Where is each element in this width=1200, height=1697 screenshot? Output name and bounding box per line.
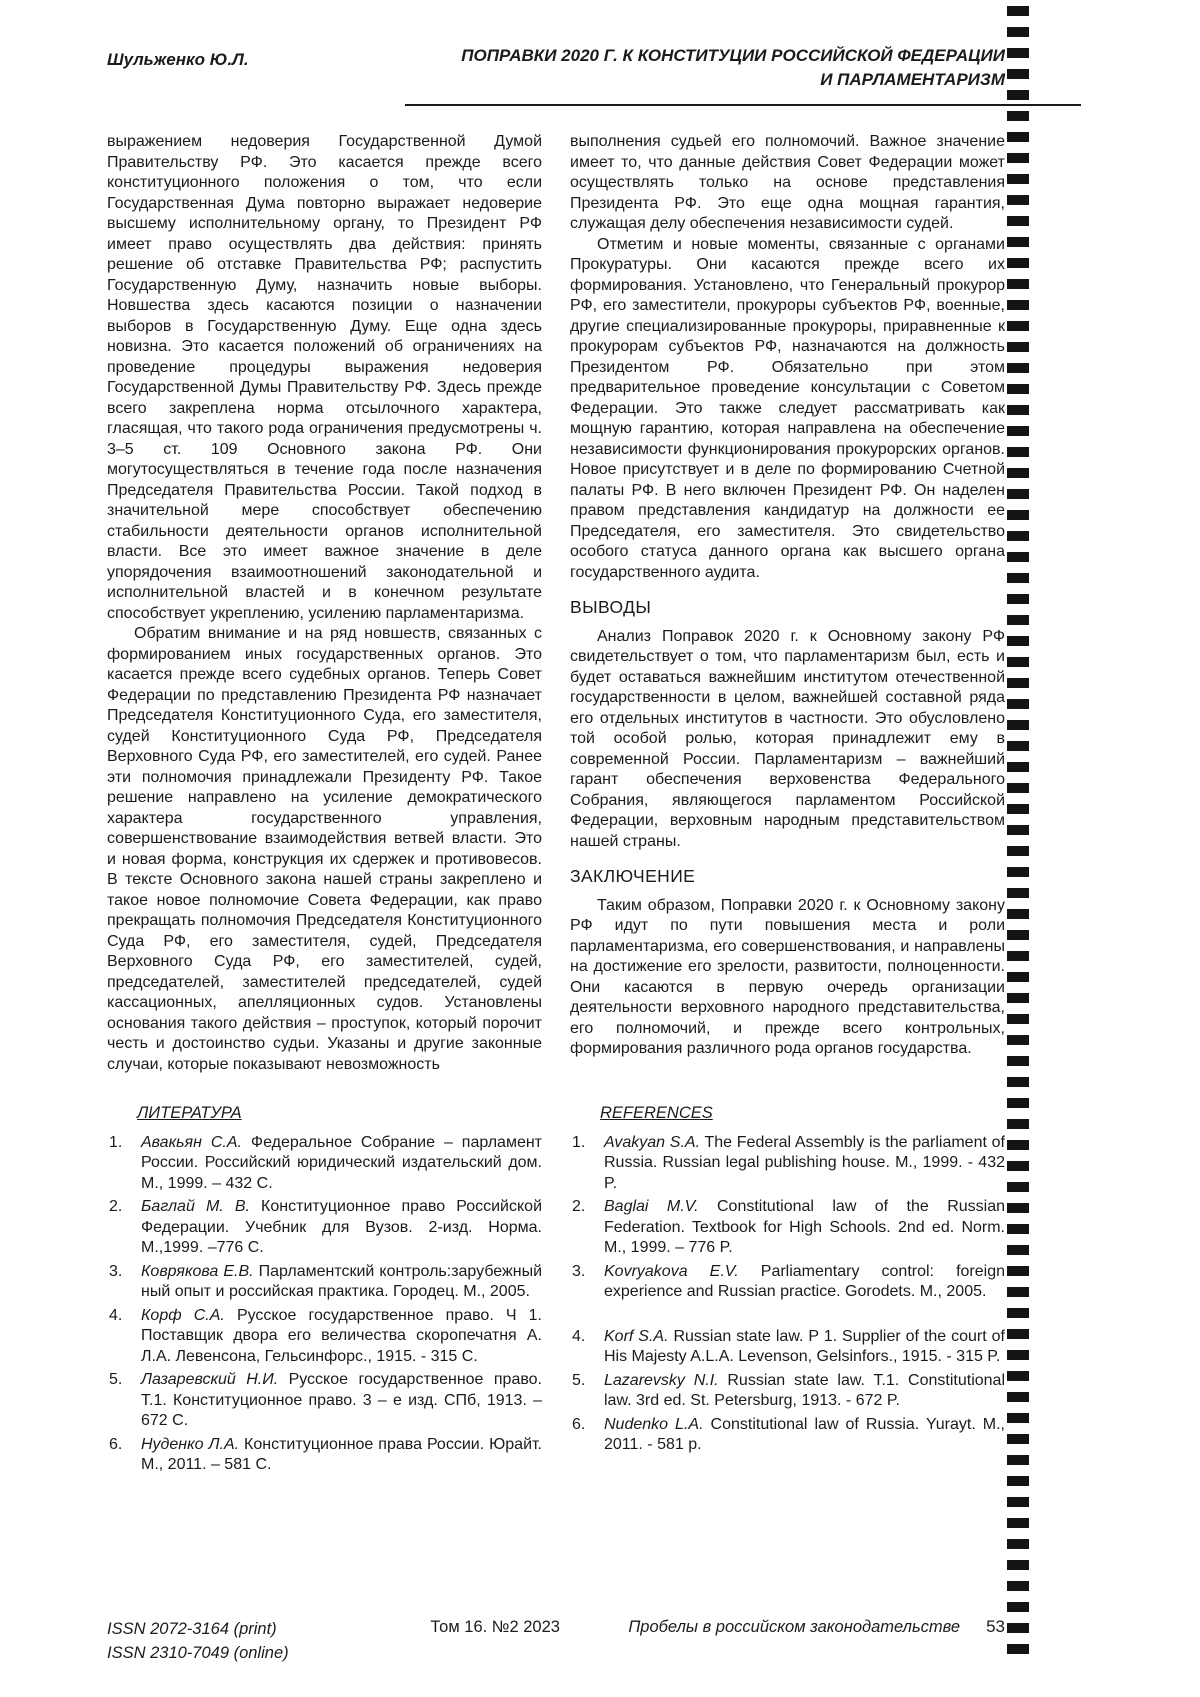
reference-item [570,1262,1005,1303]
item-text: Конституционное право Российской Федерации. Учебник для Вузов. 2-изд. Норма. М.,1999. –776 С. [141,1198,543,1256]
item-author: Kovryakova E.V. [604,1262,739,1280]
item-number: 3. [572,1262,586,1280]
reference-item [570,1133,1005,1195]
right-paragraph-2: Отметим и новые моменты, связанные с органами Прокуратуры. Они касаются прежде всего их формирования. Установлено, что Генеральный прокурор РФ, его заместители, прокуроры субъектов РФ, военные, другие специализированные прокуроры, приравненные к прокурорам субъектов РФ, назначаются на должность Президентом РФ. Обязательно при этом предварительное проведение консультации с Советом Федерации. Это также следует рассматривать как мощную гарантию, которая направлена на обеспечение независимости функционирования прокурорских органов. Новое присутствует и в деле по формированию Счетной палаты РФ. В него включен Президент РФ. Он наделен правом представления кандидатур на должности ее Председателя, его заместителя. Это свидетельство особого статуса данного органа как высшего органа государственного аудита. [570,235,1005,581]
literature-column [107,1103,542,1479]
final-conclusion-heading: ЗАКЛЮЧЕНИЕ [570,866,696,886]
conclusions-paragraph: Анализ Поправок 2020 г. к Основному закону РФ свидетельствует о том, что парламентаризм был, есть и будет оставаться важнейшим институтом отечественной государственности в целом, важнейшей составной ряда его отдельных институтов в частности. Это обусловлено той особой ролью, которая принадлежит ему в современной России. Парламентаризм – важнейший гарант обеспечения верховенства Федерального Собрания, являющегося парламентом Российской Федерации, верховным народным представительством нашей страны. [570,627,1005,850]
item-text: Russian state law. P 1. Supplier of the court of His Majesty A.L.A. Levenson, Gelsinfors., 1915. - 315 P. [604,1327,1005,1365]
item-text: Русское государственное право. Т.1. Конституционное право. 3 – е изд. СПб, 1913. – 672 С. [141,1371,542,1429]
reference-item [570,1415,1005,1456]
item-author: Авакьян С.А. [141,1133,242,1151]
literature-heading: ЛИТЕРАТУРА [137,1104,242,1122]
journal-name: Пробелы в российском законодательстве [628,1618,961,1636]
left-paragraph-2: Обратим внимание и на ряд новшеств, связанных с формированием иных государственных органов. Это касается прежде всего судебных органов. Теперь Совет Федерации по представлению Президента РФ назначает Председателя Конституционного Суда, его заместителя, судей Конституционного Суда РФ, Председателя Верховного Суда РФ, его заместителей, его судей. Ранее эти полномочия принадлежали Президенту РФ. Такое решение направлено на усиление демократического характера государственного управления, совершенствование взаимодействия ветвей власти. Это и новая форма, конструкция их сдержек и противовесов. В тексте Основного закона нашей страны закреплено и такое новое полномочие Совета Федерации, как право прекращать полномочия Председателя Конституционного Суда РФ, его заместителя, судей, Председателя Верховного Суда РФ, его заместителей, судей, председателей, заместителей председателей, судей кассационных, апелляционных судов. Установлены основания такого действия – проступок, который порочит честь и достоинство судьи. Указаны и другие законные случаи, которые показывают невозможность [107,625,542,1073]
item-number: 4. [109,1306,123,1324]
right-paragraph-1: выполнения судьей его полномочий. Важное значение имеет то, что данные действия Совет Федерации может осуществлять только на основе представления Президента РФ. Это еще одна мощная гарантия, служащая делу обеспечения независимости судей. [570,133,1005,232]
literature-item [107,1197,542,1259]
issue-info: Том 16. №2 2023 [430,1618,560,1636]
item-text: Parliamentary control: foreign experience and Russian practice. Gorodets. M., 2005. [604,1262,1005,1300]
conclusions-heading: ВЫВОДЫ [570,597,652,617]
item-author: Lazarevsky N.I. [604,1371,719,1389]
literature-item [107,1262,542,1303]
item-author: Baglai M.V. [604,1198,699,1215]
running-head-title-line2: И ПАРЛАМЕНТАРИЗМ [820,70,1005,89]
literature-item [107,1370,542,1432]
running-head [107,44,1005,92]
final-conclusion-paragraph: Таким образом, Поправки 2020 г. к Основному закону РФ идут по пути повышения места и роли парламентаризма, его совершенствования, и направлены на достижение его зрелости, развитости, полноценности. Они касаются в первую очередь организации деятельности верховного народного представительства, его полномочий, и прежде всего контрольных, формирования различного рода органов государства. [570,896,1005,1057]
item-number: 1. [572,1133,586,1151]
right-column [570,132,1005,1075]
item-text: The Federal Assembly is the parliament of Russia. Russian legal publishing house. M., 1999. - 432 P. [604,1133,1005,1192]
item-author: Коврякова Е.В. [141,1262,254,1280]
item-text: Федеральное Собрание – парламент России. Российский юридический издательский дом. М., 1999. – 432 С. [141,1133,543,1192]
page-content [107,0,1005,1479]
item-text: Конституционное права России. Юрайт. М., 2011. – 581 С. [141,1435,543,1473]
item-number: 5. [572,1371,586,1389]
literature-item [107,1435,542,1476]
running-head-title-line1: ПОПРАВКИ 2020 Г. К КОНСТИТУЦИИ РОССИЙСКОЙ ФЕДЕРАЦИИ [461,46,1005,65]
item-number: 1. [109,1133,123,1151]
item-author: Nudenko L.A. [604,1415,704,1433]
item-text: Constitutional law of the Russian Federation. Textbook for High Schools. 2nd ed. Norm. M., 1999. – 776 P. [604,1198,1005,1256]
issn-print: ISSN 2072-3164 (print) [107,1620,277,1638]
item-text: Constitutional law of Russia. Yurayt. M., 2011. - 581 p. [604,1415,1006,1453]
left-column [107,132,542,1075]
item-number: 6. [109,1435,123,1453]
body-columns [107,132,1005,1075]
literature-item [107,1133,542,1195]
item-author: Лазаревский Н.И. [141,1371,279,1388]
item-text: Русское государственное право. Ч 1. Поставщик двора его величества скоропечатня А. Л.А. Левенсона, Гельсинфорс., 1915. - 315 С. [141,1306,543,1365]
running-head-author: Шульженко Ю.Л. [107,50,249,69]
item-number: 3. [109,1262,123,1280]
literature-item [107,1306,542,1368]
issn-block [107,1617,362,1665]
page-number: 53 [986,1617,1005,1636]
reference-item [570,1371,1005,1412]
reference-item [570,1327,1005,1368]
journal-name-block [628,1617,1005,1637]
references-heading: REFERENCES [600,1104,713,1122]
item-text: Russian state law. T.1. Constitutional law. 3rd ed. St. Petersburg, 1913. - 672 P. [604,1371,1005,1409]
running-head-title [461,44,1005,92]
reference-item [570,1197,1005,1259]
issn-online: ISSN 2310-7049 (online) [107,1644,289,1662]
item-text: Парламентский контроль:зарубежный ный опыт и российская практика. Городец. М., 2005. [141,1262,543,1300]
bibliography-columns [107,1103,1005,1479]
item-number: 5. [109,1371,123,1388]
references-column [570,1103,1005,1479]
item-author: Нуденко Л.А. [141,1435,240,1453]
scan-registration-marks [1007,6,1029,1654]
item-number: 4. [572,1327,586,1345]
item-author: Баглай М. В. [141,1198,250,1215]
item-number: 6. [572,1415,586,1433]
item-author: Korf S.A. [604,1327,669,1345]
item-number: 2. [109,1198,123,1215]
page-footer [107,1617,1005,1665]
item-author: Avakyan S.A. [604,1133,701,1151]
item-number: 2. [572,1198,586,1215]
item-author: Корф С.А. [141,1306,225,1324]
left-paragraph-1: выражением недоверия Государственной Думой Правительству РФ. Это касается прежде всего конституционного положения о том, что если Государственная Дума повторно выражает недоверие высшему исполнительному органу, то Президент РФ имеет право осуществлять два действия: принять решение об отставке Правительства РФ; распустить Государственную Думу, назначить новые выборы. Новшества здесь касаются позиции о назначении выборов в Государственную Думу. Еще одна здесь новизна. Это касается положений об ограничениях на проведение процедуры выражения недоверия Государственной Думы Правительству РФ. Здесь прежде всего закреплена норма отсылочного характера, гласящая, что такого рода ограничения предусмотрены ч. 3–5 ст. 109 Основного закона РФ. Они могутосуществляться в течение года после назначения Председателя Правительства России. Такой подход в значительной мере способствует обеспечению стабильности деятельности органов исполнительной власти. Все это имеет важное значение в деле упорядочения взаимоотношений законодательной и исполнительной властей и в конечном результате способствует укреплению, усилению парламентаризма. [107,133,542,622]
